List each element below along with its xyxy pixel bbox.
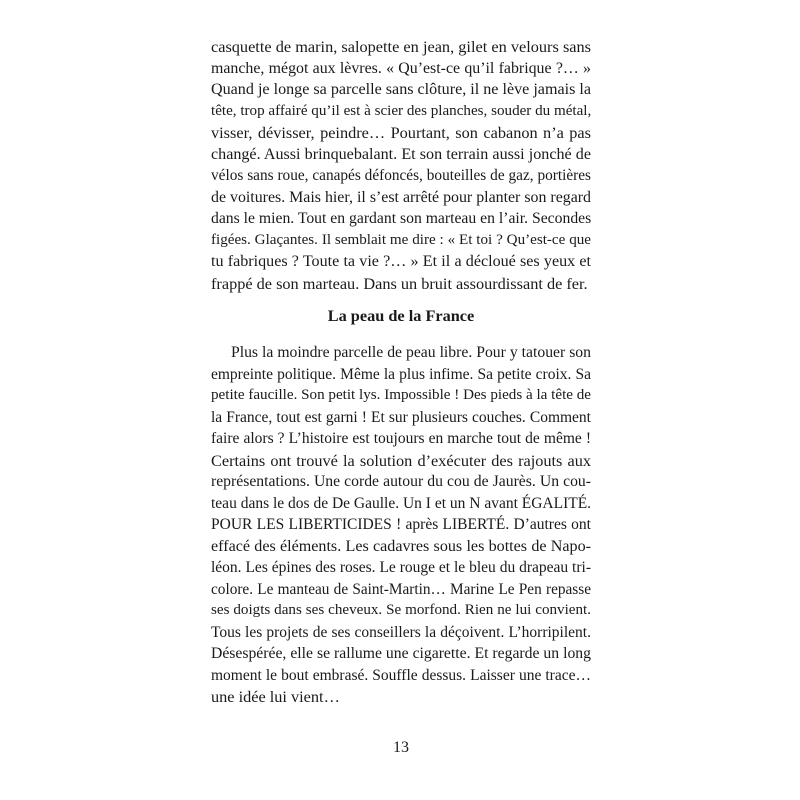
text-line: dans le mien. Tout en gardant son marteau en l’air. Secondes [211, 210, 592, 227]
text-line: casquette de marin, salopette en jean, gilet en velours sans [211, 37, 591, 56]
text-line: vélos sans roue, canapés défoncés, bouteilles de gaz, portières [211, 167, 591, 184]
page-number: 13 [393, 739, 409, 756]
text-line: petite faucille. Son petit lys. Impossible ! Des pieds à la tête de [211, 387, 591, 403]
text-line: Tous les projets de ses conseillers la déçoivent. L’horripilent. [211, 623, 591, 641]
text-line: manche, mégot aux lèvres. « Qu’est-ce qu’il fabrique ?… » [211, 59, 591, 77]
text-line: la France, tout est garni ! Et sur plusieurs couches. Comment [211, 408, 591, 426]
text-line: teau dans le dos de De Gaulle. Un I et un N avant ÉGALITÉ. [211, 494, 592, 512]
text-line: tête, trop affairé qu’il est à scier des planches, souder du métal, [211, 102, 592, 119]
text-line: colore. Le manteau de Saint-Martin… Marine Le Pen repasse [211, 580, 591, 598]
text-line: figées. Glaçantes. Il semblait me dire : « Et toi ? Qu’est-ce que [211, 231, 591, 248]
text-line: faire alors ? L’histoire est toujours en marche tout de même ! [211, 430, 591, 447]
text-line: effacé des éléments. Les cadavres sous les bottes de Napo- [211, 537, 591, 555]
text-line: Plus la moindre parcelle de peau libre. Pour y tatouer son [231, 344, 591, 361]
text-line: empreinte politique. Même la plus infime. Sa petite croix. Sa [211, 365, 591, 383]
text-line: POUR LES LIBERTICIDES ! après LIBERTÉ. D’autres ont [211, 516, 591, 533]
text-line: frappé de son marteau. Dans un bruit assourdissant de fer. [211, 273, 588, 293]
text-line: tu fabriques ? Toute ta vie ?… » Et il a décloué ses yeux et [211, 253, 591, 270]
text-line: une idée lui vient… [211, 687, 340, 706]
text-line: Quand je longe sa parcelle sans clôture, il ne lève jamais la [211, 81, 591, 98]
text-line: de voitures. Mais hier, il s’est arrêté pour planter son regard [211, 188, 591, 206]
text-line: Désespérée, elle se rallume une cigarette. Et regarde un long [211, 645, 591, 662]
section-title: La peau de la France [327, 306, 475, 325]
text-line: moment le bout embrasé. Souffle dessus. Laisser une trace… [211, 666, 591, 684]
text-line: ses doigts dans ses cheveux. Se morfond. Rien ne lui convient. [211, 602, 591, 618]
section-paragraph [211, 342, 591, 708]
text-line: Certains ont trouvé la solution d’exécuter des rajouts aux [211, 450, 591, 470]
top-paragraph [211, 36, 591, 294]
text-line: visser, dévisser, peindre… Pourtant, son cabanon n’a pas [211, 123, 591, 142]
text-line: représentations. Une corde autour du cou de Jaurès. Un cou- [211, 473, 591, 490]
text-line: léon. Les épines des roses. Le rouge et le bleu du drapeau tri- [211, 559, 591, 576]
text-line: changé. Aussi brinquebalant. Et son terrain aussi jonché de [211, 145, 591, 163]
